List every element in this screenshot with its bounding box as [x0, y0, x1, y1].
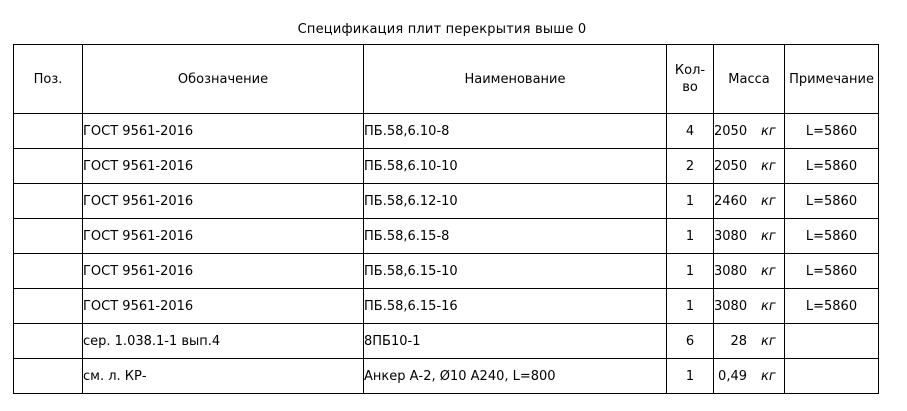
table-row: [14, 114, 879, 149]
cell-note: L=5860: [785, 254, 879, 289]
mass-unit: кг: [761, 158, 776, 174]
cell-designation: ГОСТ 9561-2016: [83, 114, 364, 149]
cell-name: 8ПБ10-1: [364, 324, 667, 359]
cell-mass: [714, 324, 785, 359]
mass-unit: кг: [761, 123, 776, 139]
cell-name: ПБ.58,6.15-8: [364, 219, 667, 254]
cell-name: ПБ.58,6.12-10: [364, 184, 667, 219]
cell-mass: [714, 184, 785, 219]
cell-quantity: 1: [667, 219, 714, 254]
table-row: [14, 324, 879, 359]
cell-name: ПБ.58,6.15-16: [364, 289, 667, 324]
table-row: [14, 289, 879, 324]
cell-mass: [714, 289, 785, 324]
cell-designation: ГОСТ 9561-2016: [83, 289, 364, 324]
cell-pos: [14, 289, 83, 324]
cell-note: L=5860: [785, 184, 879, 219]
cell-designation: см. л. КР-: [83, 359, 364, 394]
mass-unit: кг: [761, 368, 776, 384]
mass-value: 3080: [714, 228, 748, 244]
cell-mass: [714, 114, 785, 149]
cell-mass: [714, 254, 785, 289]
header-row: [14, 45, 879, 114]
mass-value: 2050: [714, 158, 748, 174]
header-designation: Обозначение: [83, 45, 364, 114]
cell-note: L=5860: [785, 289, 879, 324]
cell-note: [785, 359, 879, 394]
cell-quantity: 1: [667, 254, 714, 289]
mass-unit: кг: [761, 298, 776, 314]
cell-name: ПБ.58,6.10-8: [364, 114, 667, 149]
mass-value: 2460: [714, 193, 748, 209]
cell-pos: [14, 149, 83, 184]
mass-unit: кг: [761, 333, 776, 349]
cell-pos: [14, 114, 83, 149]
table-row: [14, 149, 879, 184]
cell-pos: [14, 184, 83, 219]
header-quantity: [667, 45, 714, 114]
cell-pos: [14, 254, 83, 289]
cell-name: ПБ.58,6.15-10: [364, 254, 667, 289]
cell-designation: ГОСТ 9561-2016: [83, 219, 364, 254]
cell-quantity: 1: [667, 359, 714, 394]
cell-note: L=5860: [785, 114, 879, 149]
mass-value: 3080: [714, 298, 748, 314]
specification-table: [13, 44, 879, 394]
cell-quantity: 4: [667, 114, 714, 149]
cell-mass: [714, 149, 785, 184]
header-note: Примечание: [785, 45, 879, 114]
cell-quantity: 6: [667, 324, 714, 359]
mass-unit: кг: [761, 228, 776, 244]
cell-pos: [14, 219, 83, 254]
cell-note: [785, 324, 879, 359]
header-mass: Масса: [714, 45, 785, 114]
table-row: [14, 184, 879, 219]
mass-unit: кг: [761, 263, 776, 279]
mass-value: 28: [730, 333, 747, 349]
header-quantity-line1: Кол-: [674, 63, 706, 78]
cell-note: L=5860: [785, 219, 879, 254]
cell-designation: сер. 1.038.1-1 вып.4: [83, 324, 364, 359]
cell-pos: [14, 359, 83, 394]
cell-quantity: 2: [667, 149, 714, 184]
mass-value: 2050: [714, 123, 748, 139]
cell-mass: [714, 359, 785, 394]
cell-name: ПБ.58,6.10-10: [364, 149, 667, 184]
header-pos: Поз.: [14, 45, 83, 114]
cell-quantity: 1: [667, 289, 714, 324]
cell-pos: [14, 324, 83, 359]
table-title: Спецификация плит перекрытия выше 0: [297, 22, 587, 37]
cell-designation: ГОСТ 9561-2016: [83, 254, 364, 289]
table-row: [14, 219, 879, 254]
header-name: Наименование: [364, 45, 667, 114]
cell-designation: ГОСТ 9561-2016: [83, 149, 364, 184]
cell-mass: [714, 219, 785, 254]
table-row: [14, 254, 879, 289]
cell-quantity: 1: [667, 184, 714, 219]
mass-value: 3080: [714, 263, 748, 279]
table-row: [14, 359, 879, 394]
cell-name: Анкер А-2, Ø10 А240, L=800: [364, 359, 667, 394]
mass-unit: кг: [761, 193, 776, 209]
mass-value: 0,49: [718, 368, 747, 384]
cell-designation: ГОСТ 9561-2016: [83, 184, 364, 219]
header-quantity-line2: во: [682, 80, 698, 95]
cell-note: L=5860: [785, 149, 879, 184]
